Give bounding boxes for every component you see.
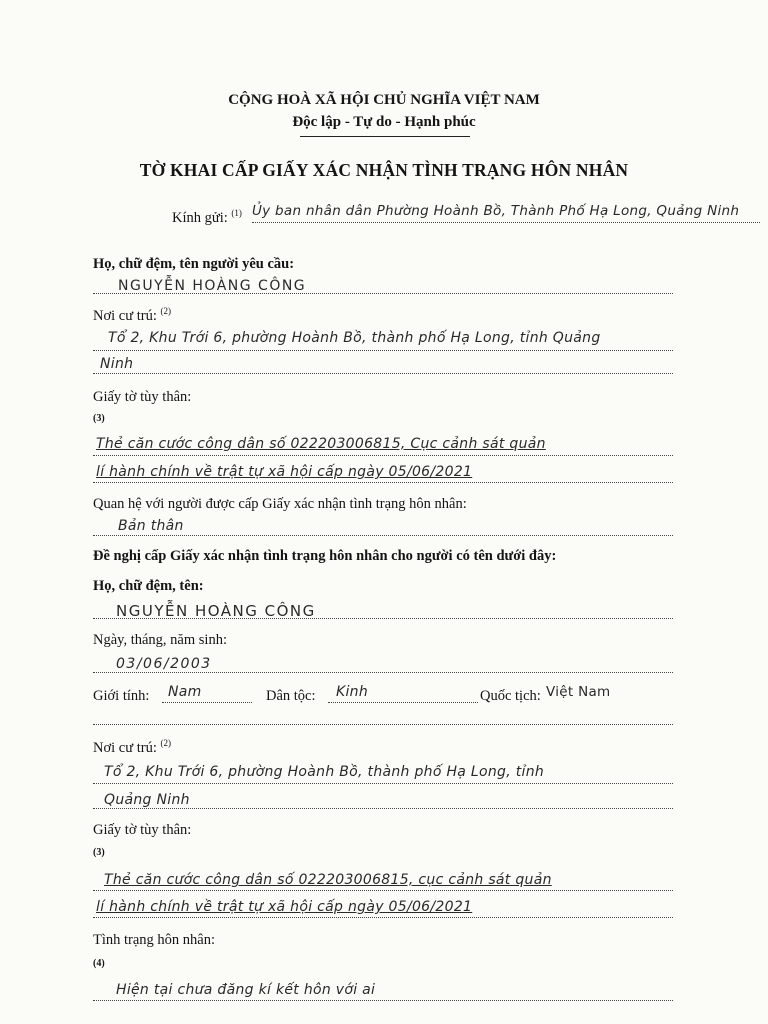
gender-value[interactable]: Nam <box>168 684 202 700</box>
subject-name-label: Họ, chữ đệm, tên: <box>93 578 204 594</box>
national-motto: Độc lập - Tự do - Hạnh phúc <box>292 114 476 130</box>
ethnicity-value[interactable]: Kinh <box>336 684 369 700</box>
request-heading: Đề nghị cấp Giấy xác nhận tình trạng hôn nhân cho người có tên dưới đây: <box>93 548 557 564</box>
addressee-line <box>252 222 760 223</box>
addressee-label: Kính gửi: <box>172 209 228 226</box>
relation-value[interactable]: Bản thân <box>118 518 184 534</box>
subject-residence-label: Nơi cư trú: <box>93 739 157 756</box>
requester-residence-label: Nơi cư trú: <box>93 307 157 324</box>
gender-label: Giới tính: <box>93 688 150 704</box>
requester-residence-note: (2) <box>160 306 171 316</box>
gender-line <box>162 702 252 703</box>
requester-name-value[interactable]: NGUYỄN HOÀNG CÔNG <box>118 278 307 294</box>
requester-residence-dotline2 <box>93 373 673 374</box>
requester-name-line <box>93 293 673 294</box>
requester-id-dotline2 <box>93 482 673 483</box>
subject-residence-label-group <box>93 738 171 757</box>
subject-id-label: Giấy tờ tùy thân: <box>93 822 192 838</box>
requester-residence-line1[interactable]: Tổ 2, Khu Trới 6, phường Hoành Bồ, thành phố Hạ Long, tỉnh Quảng <box>108 330 601 346</box>
requester-id-dotline1 <box>93 455 673 456</box>
marital-status-value[interactable]: Hiện tại chưa đăng kí kết hôn với ai <box>116 982 376 998</box>
subject-residence-dotline1 <box>93 783 673 784</box>
country-name: CỘNG HOÀ XÃ HỘI CHỦ NGHĨA VIỆT NAM <box>228 92 540 108</box>
subject-residence-note: (2) <box>160 738 171 748</box>
subject-id-dotline1 <box>93 890 673 891</box>
requester-id-label: Giấy tờ tùy thân: <box>93 389 192 405</box>
requester-residence-line2[interactable]: Ninh <box>100 356 134 372</box>
requester-residence-dotline1 <box>93 350 673 351</box>
nationality-label: Quốc tịch: <box>480 688 541 704</box>
requester-residence-label-group <box>93 306 171 325</box>
subject-name-value[interactable]: NGUYỄN HOÀNG CÔNG <box>116 602 316 620</box>
nationality-value[interactable]: Việt Nam <box>546 684 611 700</box>
relation-label: Quan hệ với người được cấp Giấy xác nhận tình trạng hôn nhân: <box>93 496 467 512</box>
nationality-extra-line <box>93 724 673 725</box>
marital-status-line <box>93 1000 673 1001</box>
marital-status-label: Tình trạng hôn nhân: <box>93 932 216 948</box>
relation-line <box>93 535 673 536</box>
subject-residence-line1[interactable]: Tổ 2, Khu Trới 6, phường Hoành Bồ, thành phố Hạ Long, tỉnh <box>104 764 545 780</box>
subject-id-line1[interactable]: Thẻ căn cước công dân số 022203006815, cục cảnh sát quản <box>104 872 552 888</box>
form-title: TỜ KHAI CẤP GIẤY XÁC NHẬN TÌNH TRẠNG HÔN NHÂN <box>139 160 629 180</box>
requester-id-note: (3) <box>93 413 105 424</box>
requester-id-line1[interactable]: Thẻ căn cước công dân số 022203006815, Cục cảnh sát quản <box>96 436 546 452</box>
subject-id-note: (3) <box>93 847 105 858</box>
requester-id-line2[interactable]: lí hành chính về trật tự xã hội cấp ngày 05/06/2021 <box>96 464 473 480</box>
subject-id-line2[interactable]: lí hành chính về trật tự xã hội cấp ngày 05/06/2021 <box>96 899 473 915</box>
subject-name-line <box>93 618 673 619</box>
marital-status-note: (4) <box>93 958 105 969</box>
subject-residence-dotline2 <box>93 808 673 809</box>
dob-value[interactable]: 03/06/2003 <box>116 656 212 672</box>
dob-label: Ngày, tháng, năm sinh: <box>93 632 227 648</box>
addressee-label-group <box>172 208 242 227</box>
requester-name-label: Họ, chữ đệm, tên người yêu cầu: <box>93 256 295 272</box>
addressee-note: (1) <box>231 208 242 218</box>
ethnicity-label: Dân tộc: <box>266 688 316 704</box>
dob-line <box>93 672 673 673</box>
motto-underline <box>300 136 470 137</box>
subject-residence-line2[interactable]: Quảng Ninh <box>104 792 190 808</box>
subject-id-dotline2 <box>93 917 673 918</box>
addressee-value[interactable]: Ủy ban nhân dân Phường Hoành Bồ, Thành Phố Hạ Long, Quảng Ninh <box>252 203 740 219</box>
ethnicity-line <box>328 702 478 703</box>
